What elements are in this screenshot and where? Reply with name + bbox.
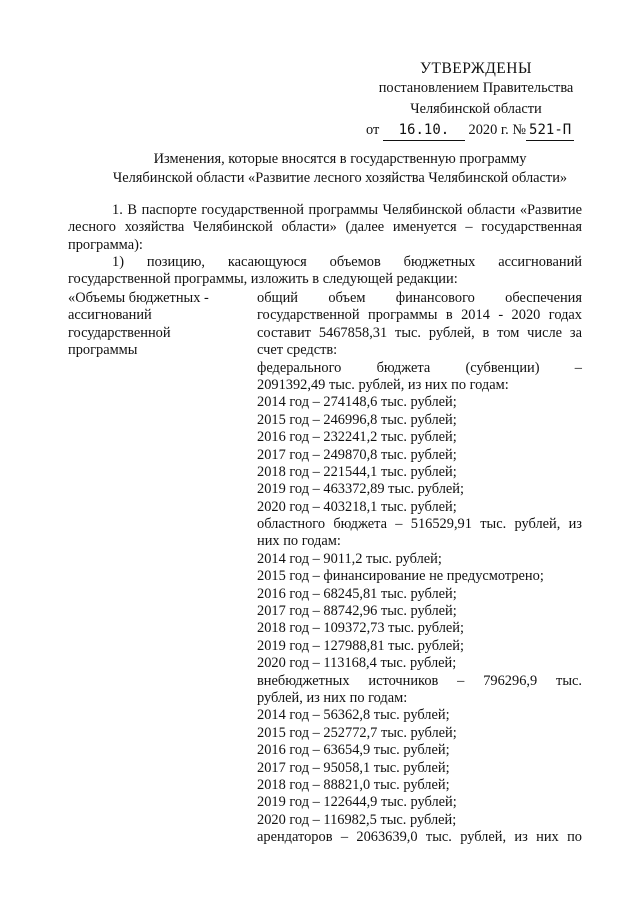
title-line-2: Челябинской области «Развитие лесного хозяйства Челябинской области» [112,170,568,186]
funding-line: 2016 год – 63654,9 тыс. рублей; [257,742,450,759]
funding-line: областного бюджета – 516529,91 тыс. рублей, из [257,516,582,533]
approval-line-1: постановлением Правительства [378,80,574,97]
paragraph-1 [68,202,582,254]
funding-line: 2019 год – 463372,89 тыс. рублей; [257,481,464,498]
funding-line: 2014 год – 274148,6 тыс. рублей; [257,394,457,411]
year-text: 2020 г. № [468,122,527,139]
funding-line: составит 5467858,31 тыс. рублей, в том числе за [257,324,582,341]
funding-line: 2019 год – 127988,81 тыс. рублей; [257,637,464,654]
funding-line: 2015 год – финансирование не предусмотрено; [257,568,544,585]
table-right-column [257,290,582,847]
handwritten-number: 521-П [526,122,574,140]
approval-line-2: Челябинской области [410,100,542,117]
handwritten-date: 16.10. [383,122,465,140]
funding-line: 2020 год – 116982,5 тыс. рублей; [257,811,457,828]
funding-line: федерального бюджета (субвенции) – [257,359,582,376]
date-prefix: от [366,122,380,139]
funding-line: 2018 год – 109372,73 тыс. рублей; [257,620,464,637]
approval-date-row [366,122,586,140]
document-title [80,150,600,188]
paragraph-2-text: 1) позицию, касающуюся объемов бюджетных ассигнований государственной программы, изложить в следующей редакции: [68,254,582,288]
funding-line: общий объем финансового обеспечения [257,290,582,306]
funding-line: 2019 год – 122644,9 тыс. рублей; [257,794,457,811]
funding-line: 2016 год – 232241,2 тыс. рублей; [257,429,457,446]
funding-line: 2091392,49 тыс. рублей, из них по годам: [257,376,509,393]
funding-line: 2017 год – 88742,96 тыс. рублей; [257,603,457,620]
approval-stamp [366,60,586,141]
funding-line: рублей, из них по годам: [257,689,408,706]
funding-line: 2014 год – 56362,8 тыс. рублей; [257,707,450,724]
funding-line: 2018 год – 88821,0 тыс. рублей; [257,776,450,793]
funding-line: 2018 год – 221544,1 тыс. рублей; [257,463,457,480]
approval-heading: УТВЕРЖДЕНЫ [420,60,532,77]
funding-line: счет средств: [257,342,338,359]
funding-line: 2015 год – 246996,8 тыс. рублей; [257,411,457,428]
funding-line: 2017 год – 95058,1 тыс. рублей; [257,759,450,776]
funding-line: них по годам: [257,533,341,550]
funding-line: 2020 год – 113168,4 тыс. рублей; [257,655,457,672]
funding-line: внебюджетных источников – 796296,9 тыс. [257,672,582,689]
title-line-1: Изменения, которые вносятся в государственную программу [153,151,527,167]
funding-line: государственной программы в 2014 - 2020 годах [257,307,582,324]
funding-line: арендаторов – 2063639,0 тыс. рублей, из них по [257,829,582,846]
funding-line: 2016 год – 68245,81 тыс. рублей; [257,585,457,602]
funding-line: 2017 год – 249870,8 тыс. рублей; [257,446,457,463]
paragraph-2 [68,254,582,289]
funding-line: 2014 год – 9011,2 тыс. рублей; [257,550,442,567]
funding-line: 2015 год – 252772,7 тыс. рублей; [257,724,457,741]
table-left-label: «Объемы бюджетных - ассигнований государственной программы [68,290,209,359]
paragraph-1-text: 1. В паспорте государственной программы Челябинской области «Развитие лесного хозяйства Челябинской области» (далее именуется – государственная программа): [68,202,582,253]
funding-line: 2020 год – 403218,1 тыс. рублей; [257,498,457,515]
